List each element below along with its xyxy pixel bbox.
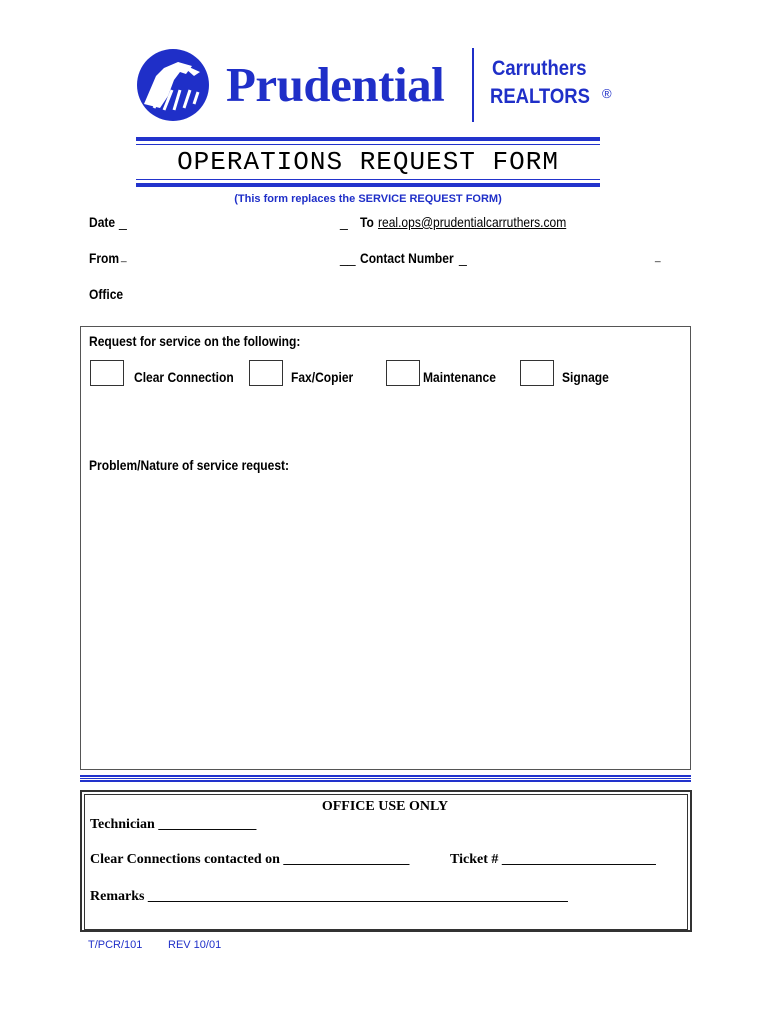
office-use-heading: OFFICE USE ONLY: [321, 799, 449, 814]
title-rule-bottom: [136, 183, 600, 187]
request-heading: Request for service on the following:: [89, 333, 301, 349]
contact-field-end: _: [655, 252, 661, 263]
remarks-field[interactable]: Remarks ____________________________________________________________: [90, 889, 568, 904]
technician-field[interactable]: Technician ______________: [90, 817, 257, 832]
problem-textarea[interactable]: [89, 480, 681, 760]
maintenance-label: Maintenance: [423, 369, 496, 385]
revision: REV 10/01: [168, 939, 222, 951]
fax-copier-label: Fax/Copier: [291, 369, 354, 385]
date-field[interactable]: _: [119, 214, 127, 230]
mid-double-rule: [80, 775, 691, 782]
contact-label: Contact Number: [360, 250, 454, 266]
clear-connection-checkbox[interactable]: [90, 360, 124, 386]
registered-mark: ®: [602, 86, 612, 101]
title-rule-top-thin: [136, 144, 600, 145]
date-label: Date: [89, 214, 116, 230]
brand-name: Prudential: [226, 57, 445, 112]
brand-sub-line1: Carruthers: [492, 57, 587, 80]
prudential-rock-logo-icon: [134, 46, 212, 124]
title-rule-bottom-thin: [136, 179, 600, 180]
from-label: From: [89, 250, 120, 266]
to-label: To: [360, 214, 374, 230]
contact-underscore: __: [340, 250, 356, 266]
problem-label: Problem/Nature of service request:: [89, 457, 290, 473]
to-underscore: _: [340, 214, 348, 230]
title-rule-top: [136, 137, 600, 141]
from-field[interactable]: _: [121, 252, 127, 263]
to-email-link[interactable]: real.ops@prudentialcarruthers.com: [378, 214, 567, 230]
contacted-on-field[interactable]: Clear Connections contacted on __________________: [90, 852, 410, 867]
logo-divider: [472, 48, 474, 122]
signage-checkbox[interactable]: [520, 360, 554, 386]
fax-copier-checkbox[interactable]: [249, 360, 283, 386]
maintenance-checkbox[interactable]: [386, 360, 420, 386]
form-title: OPERATIONS REQUEST FORM: [177, 147, 559, 177]
clear-connection-label: Clear Connection: [134, 369, 234, 385]
ticket-field[interactable]: Ticket # ______________________: [450, 852, 656, 867]
form-subtitle: (This form replaces the SERVICE REQUEST FORM): [234, 193, 502, 205]
signage-label: Signage: [562, 369, 609, 385]
contact-field[interactable]: _: [459, 250, 467, 266]
office-label: Office: [89, 286, 124, 302]
brand-sub-line2: REALTORS: [490, 85, 590, 108]
form-code: T/PCR/101: [88, 939, 143, 951]
